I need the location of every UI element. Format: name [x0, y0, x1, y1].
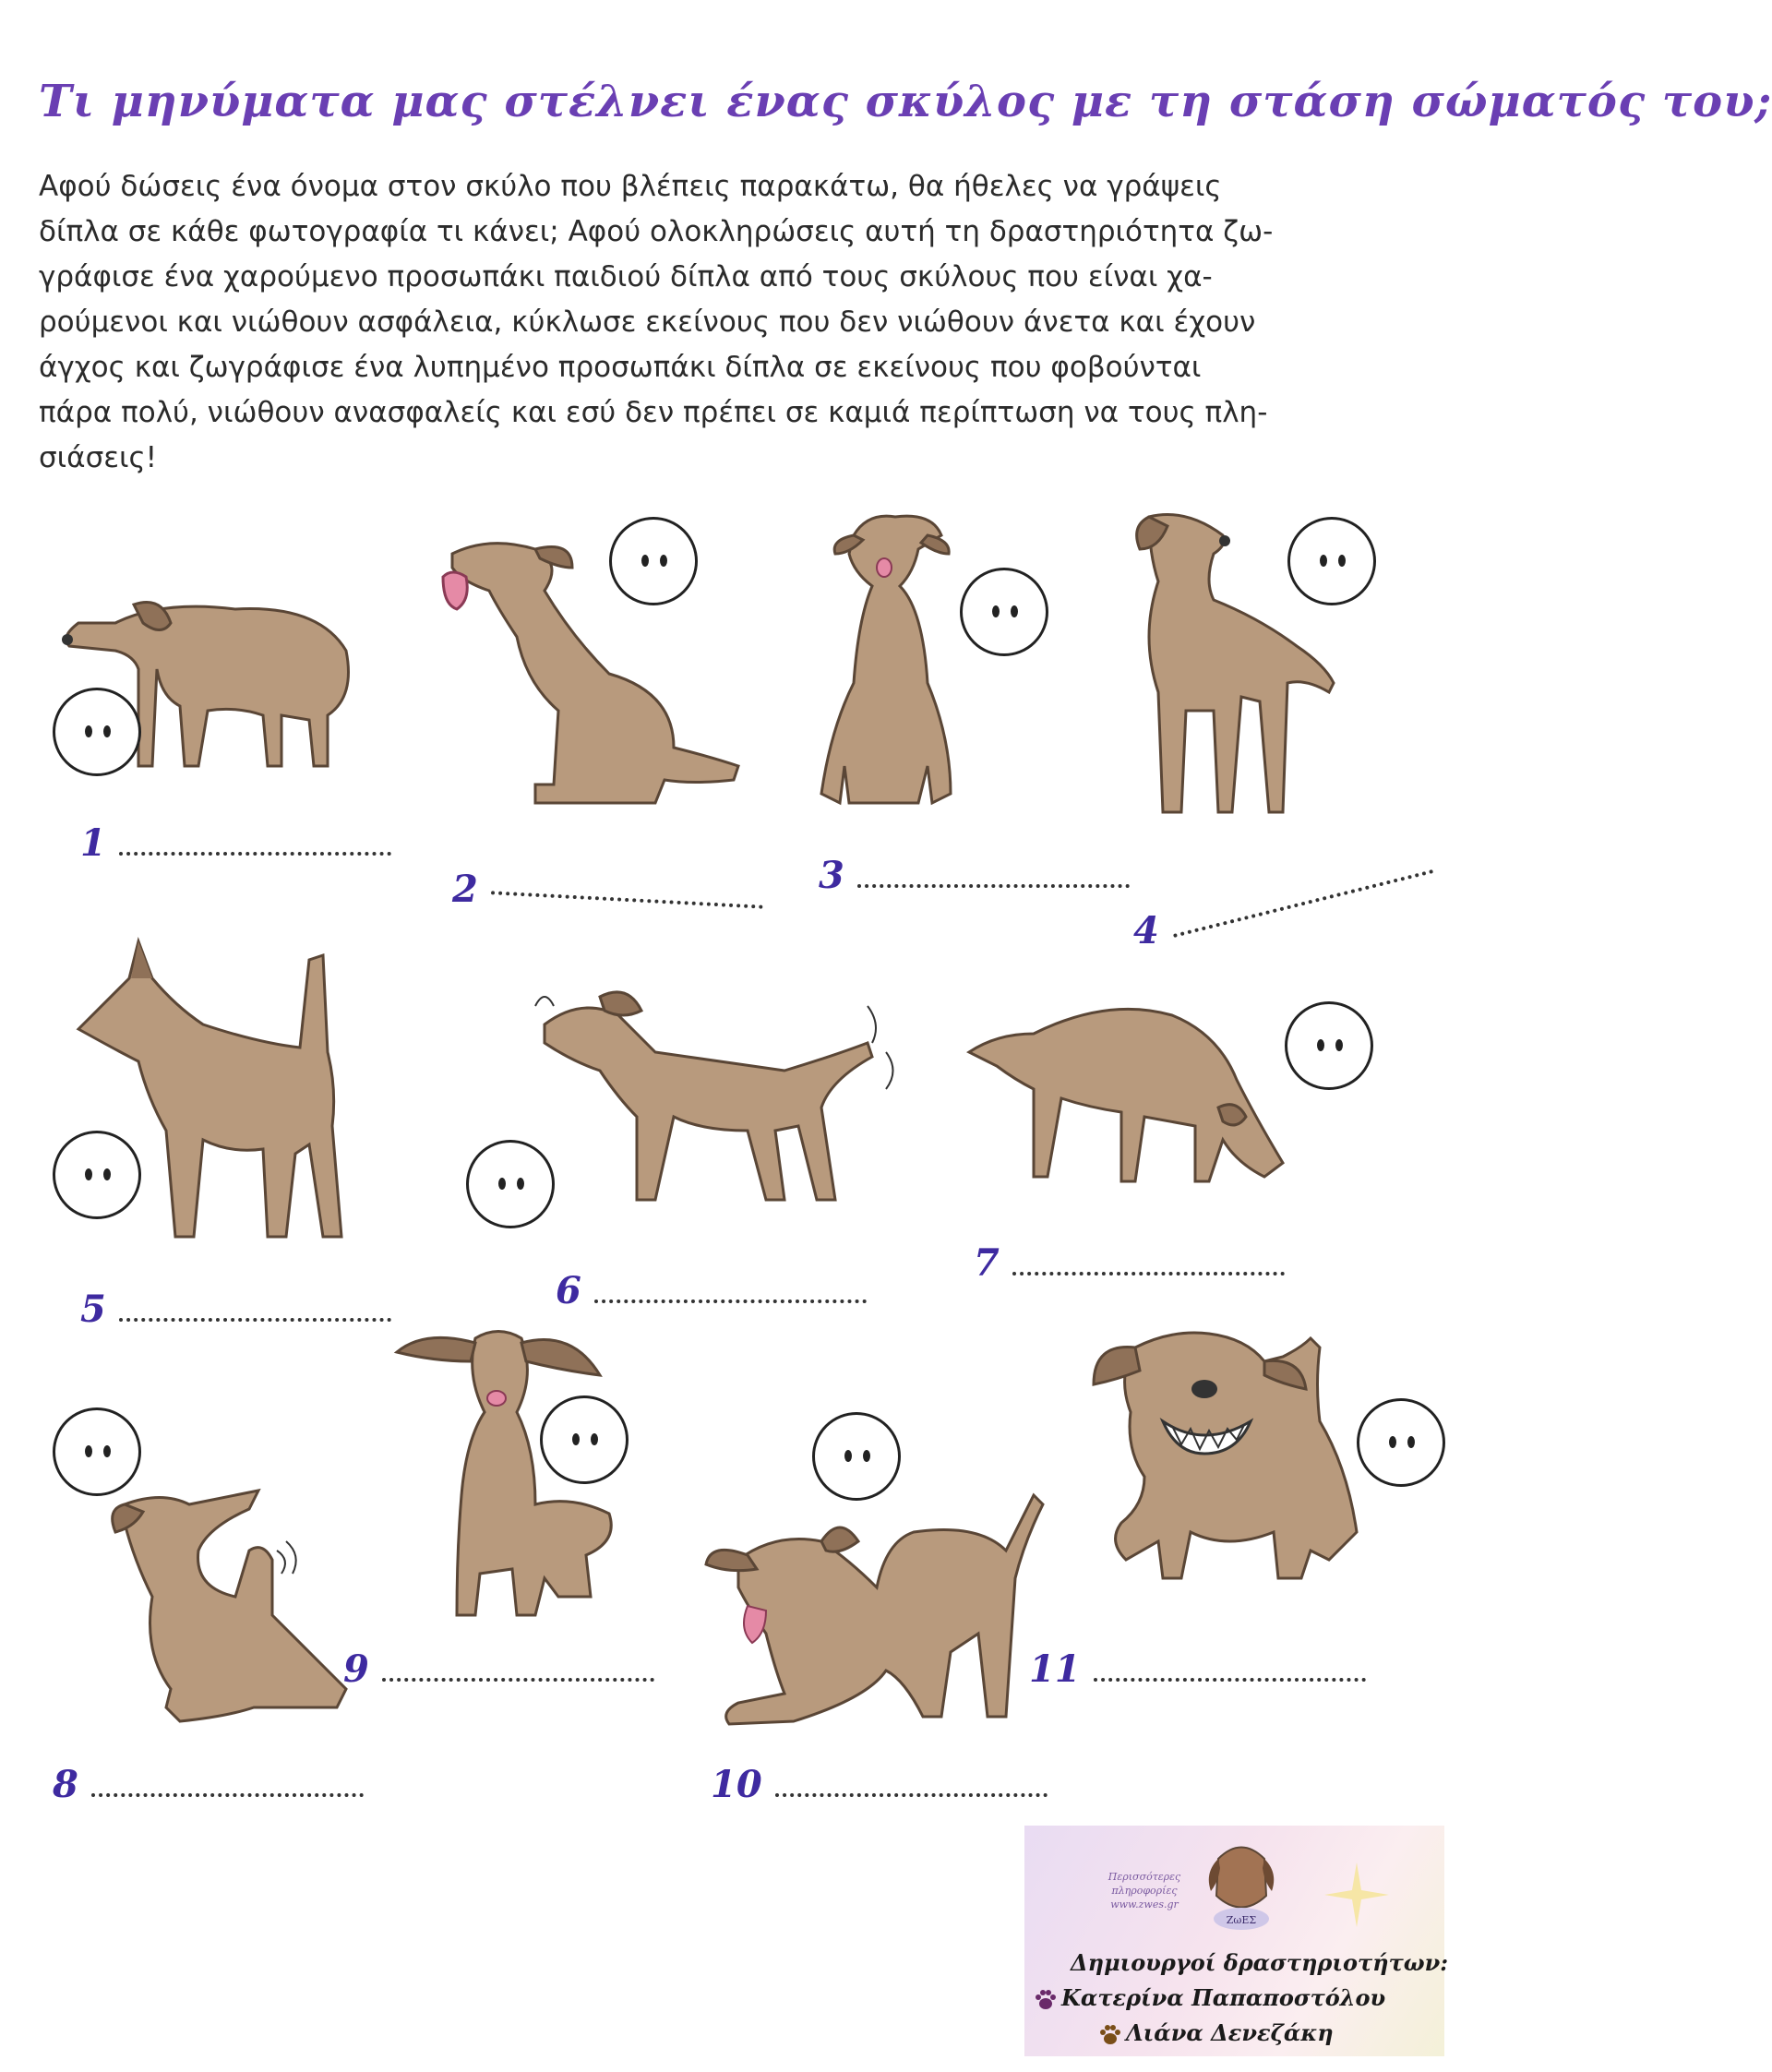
intro-line: σιάσεις! [39, 441, 158, 474]
dog-logo-icon [1200, 1831, 1283, 1937]
label-number: 2 [452, 868, 478, 911]
intro-line: Αφού δώσεις ένα όνομα στον σκύλο που βλέπεις παρακάτω, θα ήθελες να γράψεις [39, 170, 1222, 203]
dog-illustration-6 [517, 969, 904, 1218]
face-circle-icon[interactable] [960, 568, 1048, 656]
intro-line: άγχος και ζωγράφισε ένα λυπημένο προσωπάκι δίπλα σε εκείνους που φοβούνται [39, 351, 1202, 384]
face-circle-icon[interactable] [53, 1407, 141, 1496]
label-7 [974, 1241, 1285, 1285]
label-9 [343, 1647, 654, 1691]
svg-text:ΖωΕΣ: ΖωΕΣ [1226, 1914, 1257, 1926]
answer-line-4[interactable] [1173, 869, 1433, 938]
answer-line-10[interactable] [775, 1788, 1048, 1797]
intro-line: ρούμενοι και νιώθουν ασφάλεια, κύκλωσε εκείνους που δεν νιώθουν άνετα και έχουν [39, 305, 1256, 339]
label-4 [1133, 909, 1172, 952]
intro-line: δίπλα σε κάθε φωτογραφία τι κάνει; Αφού ολοκληρώσεις αυτή τη δραστηριότητα ζω- [39, 215, 1274, 248]
face-circle-icon[interactable] [1357, 1398, 1445, 1487]
label-number: 7 [974, 1241, 1000, 1285]
face-circle-icon[interactable] [53, 1131, 141, 1219]
instructions-text [39, 164, 1428, 481]
paw-icon [1034, 1989, 1058, 2011]
answer-line-9[interactable] [382, 1672, 654, 1682]
label-1 [80, 821, 391, 865]
dog-illustration-10 [701, 1486, 1048, 1735]
face-circle-icon[interactable] [1287, 517, 1376, 605]
label-number: 3 [819, 854, 844, 897]
credits-heading: Δημιουργοί δραστηριοτήτων: [1071, 1949, 1449, 1976]
label-8 [53, 1763, 364, 1806]
intro-line: γράφισε ένα χαρούμενο προσωπάκι παιδιού δίπλα από τους σκύλους που είναι χα- [39, 260, 1213, 293]
answer-line-1[interactable] [119, 846, 391, 856]
label-5 [80, 1288, 391, 1331]
star-sparkle-icon [1324, 1862, 1389, 1927]
label-number: 6 [556, 1269, 581, 1312]
paw-icon [1098, 2024, 1122, 2046]
author-2: Λιάνα Δενεζάκη [1034, 2016, 1440, 2051]
label-6 [556, 1269, 867, 1312]
label-number: 10 [711, 1763, 762, 1806]
answer-line-2[interactable] [491, 885, 763, 908]
intro-line: πάρα πολύ, νιώθουν ανασφαλείς και εσύ δεν πρέπει σε καμιά περίπτωση να τους πλη- [39, 396, 1268, 429]
dog-illustration-7 [960, 978, 1301, 1191]
face-circle-icon[interactable] [609, 517, 698, 605]
dog-illustration-2 [434, 526, 748, 821]
label-number: 1 [80, 821, 106, 865]
label-10 [711, 1763, 1048, 1806]
face-circle-icon[interactable] [53, 688, 141, 776]
label-3 [819, 854, 1130, 897]
dog-illustration-3 [812, 498, 969, 817]
author-1: Κατερίνα Παπαποστόλου [1034, 1981, 1440, 2016]
answer-line-3[interactable] [857, 879, 1130, 888]
credits-panel [1024, 1826, 1449, 2056]
answer-line-8[interactable] [91, 1788, 364, 1797]
label-2 [452, 868, 763, 911]
label-11 [1029, 1647, 1366, 1691]
face-circle-icon[interactable] [1285, 1001, 1373, 1090]
face-circle-icon[interactable] [540, 1395, 629, 1484]
label-number: 8 [53, 1763, 78, 1806]
label-number: 9 [343, 1647, 369, 1691]
face-circle-icon[interactable] [466, 1140, 555, 1228]
answer-line-11[interactable] [1094, 1672, 1366, 1682]
label-number: 11 [1029, 1647, 1081, 1691]
face-circle-icon[interactable] [812, 1412, 901, 1501]
answer-line-6[interactable] [594, 1294, 867, 1303]
dog-illustration-8 [88, 1486, 355, 1731]
answer-line-7[interactable] [1012, 1266, 1285, 1276]
dog-illustration-11 [1089, 1320, 1366, 1587]
page-title: Τι μηνύματα μας στέλνει ένας σκύλος με τη στάση σώματός του; [39, 76, 1772, 127]
more-info-text: Περισσότερες πληροφορίες www.zwes.gr [1108, 1871, 1181, 1910]
answer-line-5[interactable] [119, 1312, 391, 1322]
label-number: 4 [1133, 909, 1159, 952]
label-number: 5 [80, 1288, 106, 1331]
